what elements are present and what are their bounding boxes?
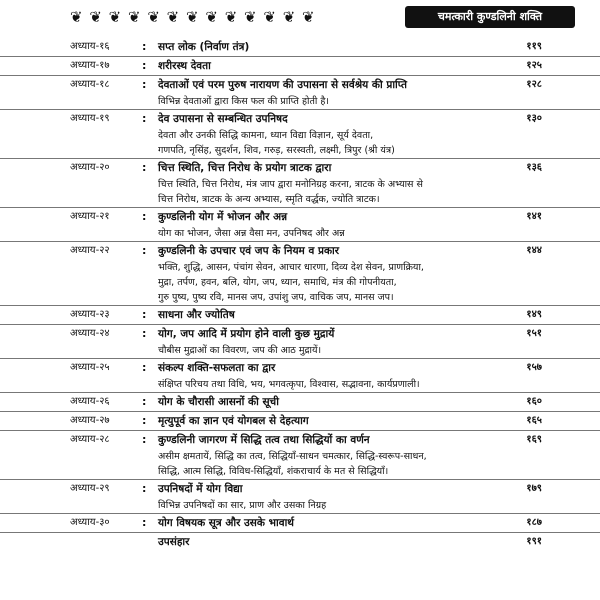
page-number: १२५: [526, 60, 542, 71]
chapter-label: अध्याय-१९: [70, 113, 110, 124]
page-header: [0, 6, 600, 28]
toc-entry: [0, 325, 600, 359]
page-number: १६९: [526, 434, 542, 445]
toc-entry: [0, 359, 600, 393]
chapter-separator: :: [142, 59, 147, 72]
page-number: १९१: [526, 536, 542, 547]
chapter-label: अध्याय-१८: [70, 79, 110, 90]
page-number: १५७: [526, 362, 542, 373]
toc-entry: [0, 480, 600, 514]
page-number: १५१: [526, 328, 542, 339]
toc-entry: [0, 393, 600, 412]
chapter-separator: :: [142, 433, 147, 446]
chapter-title: उपसंहार: [158, 536, 190, 548]
chapter-title: सप्त लोक (निर्वाण तंत्र): [158, 41, 250, 53]
toc-entry: [0, 57, 600, 76]
chapter-separator: :: [142, 210, 147, 223]
chapter-title: कुण्डलिनी जागरण में सिद्धि तत्व तथा सिद्धियों का वर्णन: [158, 434, 370, 446]
chapter-title: चित्त स्थिति, चित्त निरोध के प्रयोग त्राटक द्वारा: [158, 162, 332, 174]
chapter-description: मुद्रा, तर्पण, हवन, बलि, योग, जप, ध्यान, समाधि, मंत्र की गोपनीयता,: [158, 277, 397, 288]
toc-entry: [0, 533, 600, 551]
chapter-label: अध्याय-२५: [70, 362, 110, 373]
chapter-label: अध्याय-२१: [70, 211, 110, 222]
chapter-title: उपनिषदों में योग विद्या: [158, 483, 243, 495]
header-ornament: ❦ ❦ ❦ ❦ ❦ ❦ ❦ ❦ ❦ ❦ ❦ ❦ ❦: [70, 8, 316, 26]
chapter-title: योग के चौरासी आसनों की सूची: [158, 396, 279, 408]
chapter-title: संकल्प शक्ति-सफलता का द्वार: [158, 362, 276, 374]
chapter-description: चौबीस मुद्राओं का विवरण, जप की आठ मुद्रायें।: [158, 345, 322, 356]
page-number: १४१: [526, 211, 542, 222]
chapter-label: अध्याय-२४: [70, 328, 110, 339]
chapter-description: गुरु पुष्य, पुष्य रवि, मानस जप, उपांशु जप, वाचिक जप, मानस जप।: [158, 292, 394, 303]
chapter-label: अध्याय-२३: [70, 309, 110, 320]
chapter-description: सिद्धि, आत्म सिद्धि, विविध-सिद्धियाँ, शंकराचार्य के मत से सिद्धियाँ।: [158, 466, 389, 477]
chapter-separator: :: [142, 482, 147, 495]
page-number: १२८: [526, 79, 542, 90]
chapter-description: चित्त स्थिति, चित्त निरोध, मंत्र जाप द्वारा मनोनिग्रह करना, त्राटक के अभ्यास से: [158, 179, 423, 190]
chapter-separator: :: [142, 40, 147, 53]
toc-entry: [0, 208, 600, 242]
chapter-label: अध्याय-२६: [70, 396, 110, 407]
chapter-label: अध्याय-२०: [70, 162, 110, 173]
chapter-description: गणपति, नृसिंह, सुदर्शन, शिव, गरुड़, सरस्वती, लक्ष्मी, त्रिपुर (श्री यंत्र): [158, 145, 395, 156]
chapter-description: विभिन्न उपनिषदों का सार, प्राण और उसका निग्रह: [158, 500, 327, 511]
chapter-title: देव उपासना से सम्बन्धित उपनिषद: [158, 113, 288, 125]
chapter-description: भक्ति, शुद्धि, आसन, पंचांग सेवन, आचार धारणा, दिव्य देश सेवन, प्राणक्रिया,: [158, 262, 424, 273]
chapter-label: अध्याय-१७: [70, 60, 110, 71]
chapter-separator: :: [142, 516, 147, 529]
page-number: १८७: [526, 517, 542, 528]
chapter-title: कुण्डलिनी योग में भोजन और अन्न: [158, 211, 288, 223]
chapter-description: देवता और उनकी सिद्धि कामना, ध्यान विद्या विज्ञान, सूर्य देवता,: [158, 130, 374, 141]
chapter-separator: :: [142, 395, 147, 408]
toc-entry: [0, 412, 600, 431]
chapter-title: योग विषयक सूत्र और उसके भावार्थ: [158, 517, 294, 529]
chapter-title: शरीरस्थ देवता: [158, 60, 211, 72]
page-number: १६५: [526, 415, 542, 426]
toc-entry: [0, 431, 600, 480]
toc-entry: [0, 110, 600, 159]
toc-entry: [0, 159, 600, 208]
table-of-contents: [0, 38, 600, 551]
toc-entry: [0, 38, 600, 57]
chapter-separator: :: [142, 361, 147, 374]
page-number: १६०: [526, 396, 542, 407]
chapter-label: अध्याय-२९: [70, 483, 110, 494]
chapter-label: अध्याय-२२: [70, 245, 110, 256]
chapter-description: योग का भोजन, जैसा अन्न वैसा मन, उपनिषद और अन्न: [158, 228, 345, 239]
chapter-title: मृत्युपूर्व का ज्ञान एवं योगबल से देहत्याग: [158, 415, 309, 427]
chapter-description: विभिन्न देवताओं द्वारा किस फल की प्राप्ति होती है।: [158, 96, 330, 107]
toc-entry: [0, 242, 600, 306]
chapter-label: अध्याय-२८: [70, 434, 110, 445]
chapter-title: कुण्डलिनी के उपचार एवं जप के नियम व प्रकार: [158, 245, 340, 257]
page-number: १३०: [526, 113, 542, 124]
chapter-separator: :: [142, 161, 147, 174]
chapter-separator: :: [142, 244, 147, 257]
chapter-description: असीम क्षमतायें, सिद्धि का तत्व, सिद्धियाँ-साधन चमत्कार, सिद्धि-स्वरूप-साधन,: [158, 451, 427, 462]
toc-entry: [0, 76, 600, 110]
chapter-separator: :: [142, 308, 147, 321]
chapter-description: संक्षिप्त परिचय तथा विधि, भय, भगवत्कृपा, विश्वास, सद्भावना, कार्यप्रणाली।: [158, 379, 420, 390]
chapter-separator: :: [142, 327, 147, 340]
chapter-label: अध्याय-१६: [70, 41, 110, 52]
toc-entry: [0, 514, 600, 533]
page-number: १४९: [526, 309, 542, 320]
chapter-title: साधना और ज्योतिष: [158, 309, 235, 321]
page-number: १४४: [526, 245, 542, 256]
chapter-label: अध्याय-३०: [70, 517, 110, 528]
page-number: १३६: [526, 162, 542, 173]
chapter-description: चित्त निरोध, त्राटक के अन्य अभ्यास, स्मृति वर्द्धक, ज्योति त्राटक।: [158, 194, 380, 205]
header-title: चमत्कारी कुण्डलिनी शक्ति: [405, 6, 575, 28]
chapter-separator: :: [142, 414, 147, 427]
chapter-label: अध्याय-२७: [70, 415, 110, 426]
toc-entry: [0, 306, 600, 325]
page-number: ११९: [526, 41, 542, 52]
chapter-title: योग, जप आदि में प्रयोग होने वाली कुछ मुद्रायें: [158, 328, 335, 340]
page-number: १७९: [526, 483, 542, 494]
chapter-separator: :: [142, 112, 147, 125]
chapter-title: देवताओं एवं परम पुरुष नारायण की उपासना से सर्वश्रेय की प्राप्ति: [158, 79, 407, 91]
chapter-separator: :: [142, 78, 147, 91]
